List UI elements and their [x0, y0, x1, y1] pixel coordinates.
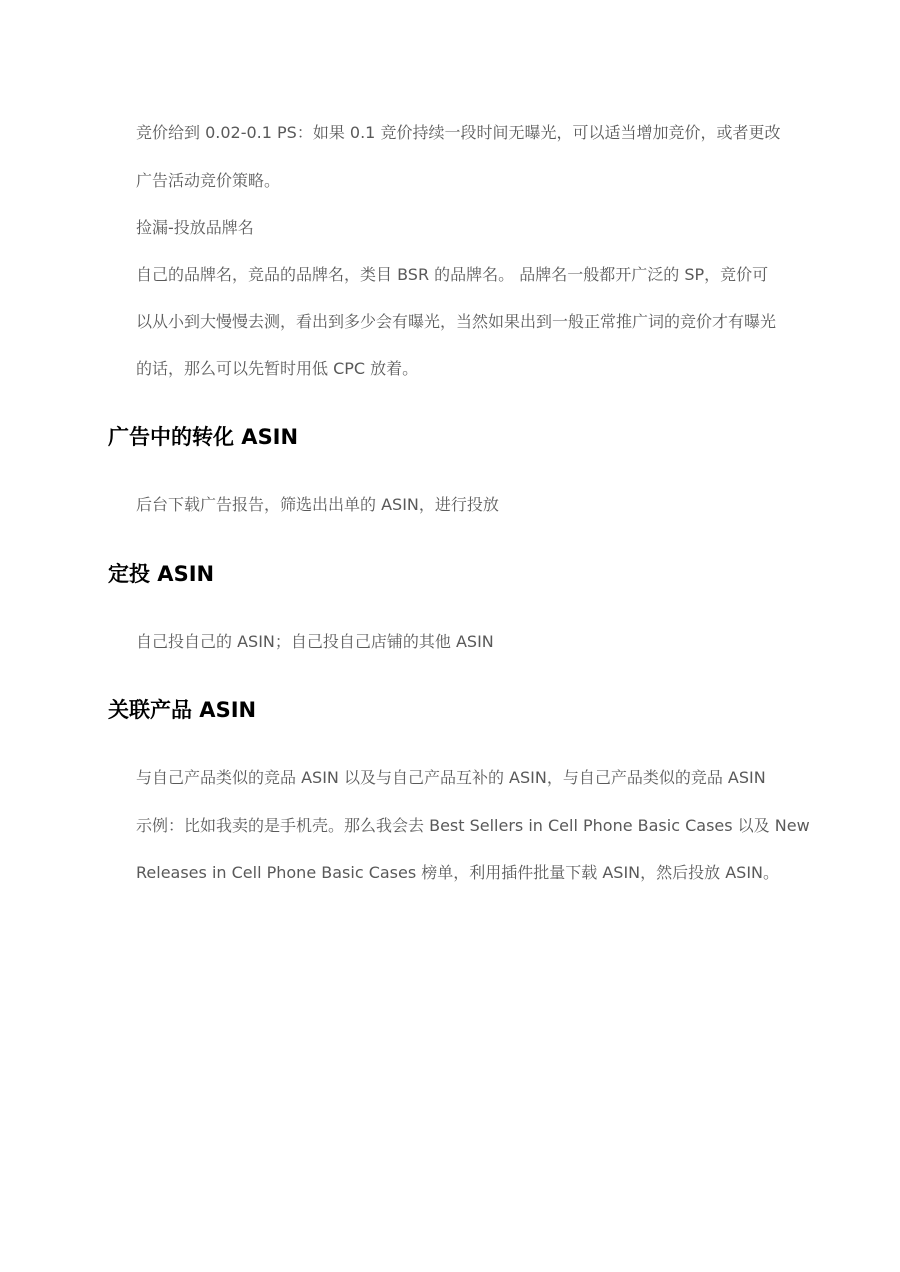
- paragraph-line: 的话，那么可以先暂时用低 CPC 放着。: [136, 359, 419, 378]
- section-heading-conversion-asin: 广告中的转化 ASIN: [108, 425, 299, 449]
- paragraph-line: 自己投自己的 ASIN；自己投自己店铺的其他 ASIN: [136, 632, 494, 651]
- paragraph-line: Releases in Cell Phone Basic Cases 榜单，利用插件批量下载 ASIN，然后投放 ASIN。: [136, 863, 780, 882]
- paragraph-line: 竞价给到 0.02-0.1 PS：如果 0.1 竞价持续一段时间无曝光，可以适当增加竞价，或者更改: [136, 123, 781, 142]
- paragraph-line: 示例：比如我卖的是手机壳。那么我会去 Best Sellers in Cell Phone Basic Cases 以及 New: [136, 816, 810, 835]
- paragraph-line: 捡漏-投放品牌名: [136, 218, 254, 237]
- paragraph-line: 后台下载广告报告，筛选出出单的 ASIN，进行投放: [136, 495, 499, 514]
- paragraph-line: 自己的品牌名，竞品的品牌名，类目 BSR 的品牌名。 品牌名一般都开广泛的 SP，竞价可: [136, 265, 769, 284]
- paragraph-line: 以从小到大慢慢去测，看出到多少会有曝光，当然如果出到一般正常推广词的竞价才有曝光: [136, 312, 777, 331]
- paragraph-line: 广告活动竞价策略。: [136, 171, 281, 190]
- section-heading-related-asin: 关联产品 ASIN: [108, 698, 257, 722]
- section-heading-fixed-asin: 定投 ASIN: [108, 562, 215, 586]
- paragraph-line: 与自己产品类似的竞品 ASIN 以及与自己产品互补的 ASIN，与自己产品类似的竞品 ASIN: [136, 768, 766, 787]
